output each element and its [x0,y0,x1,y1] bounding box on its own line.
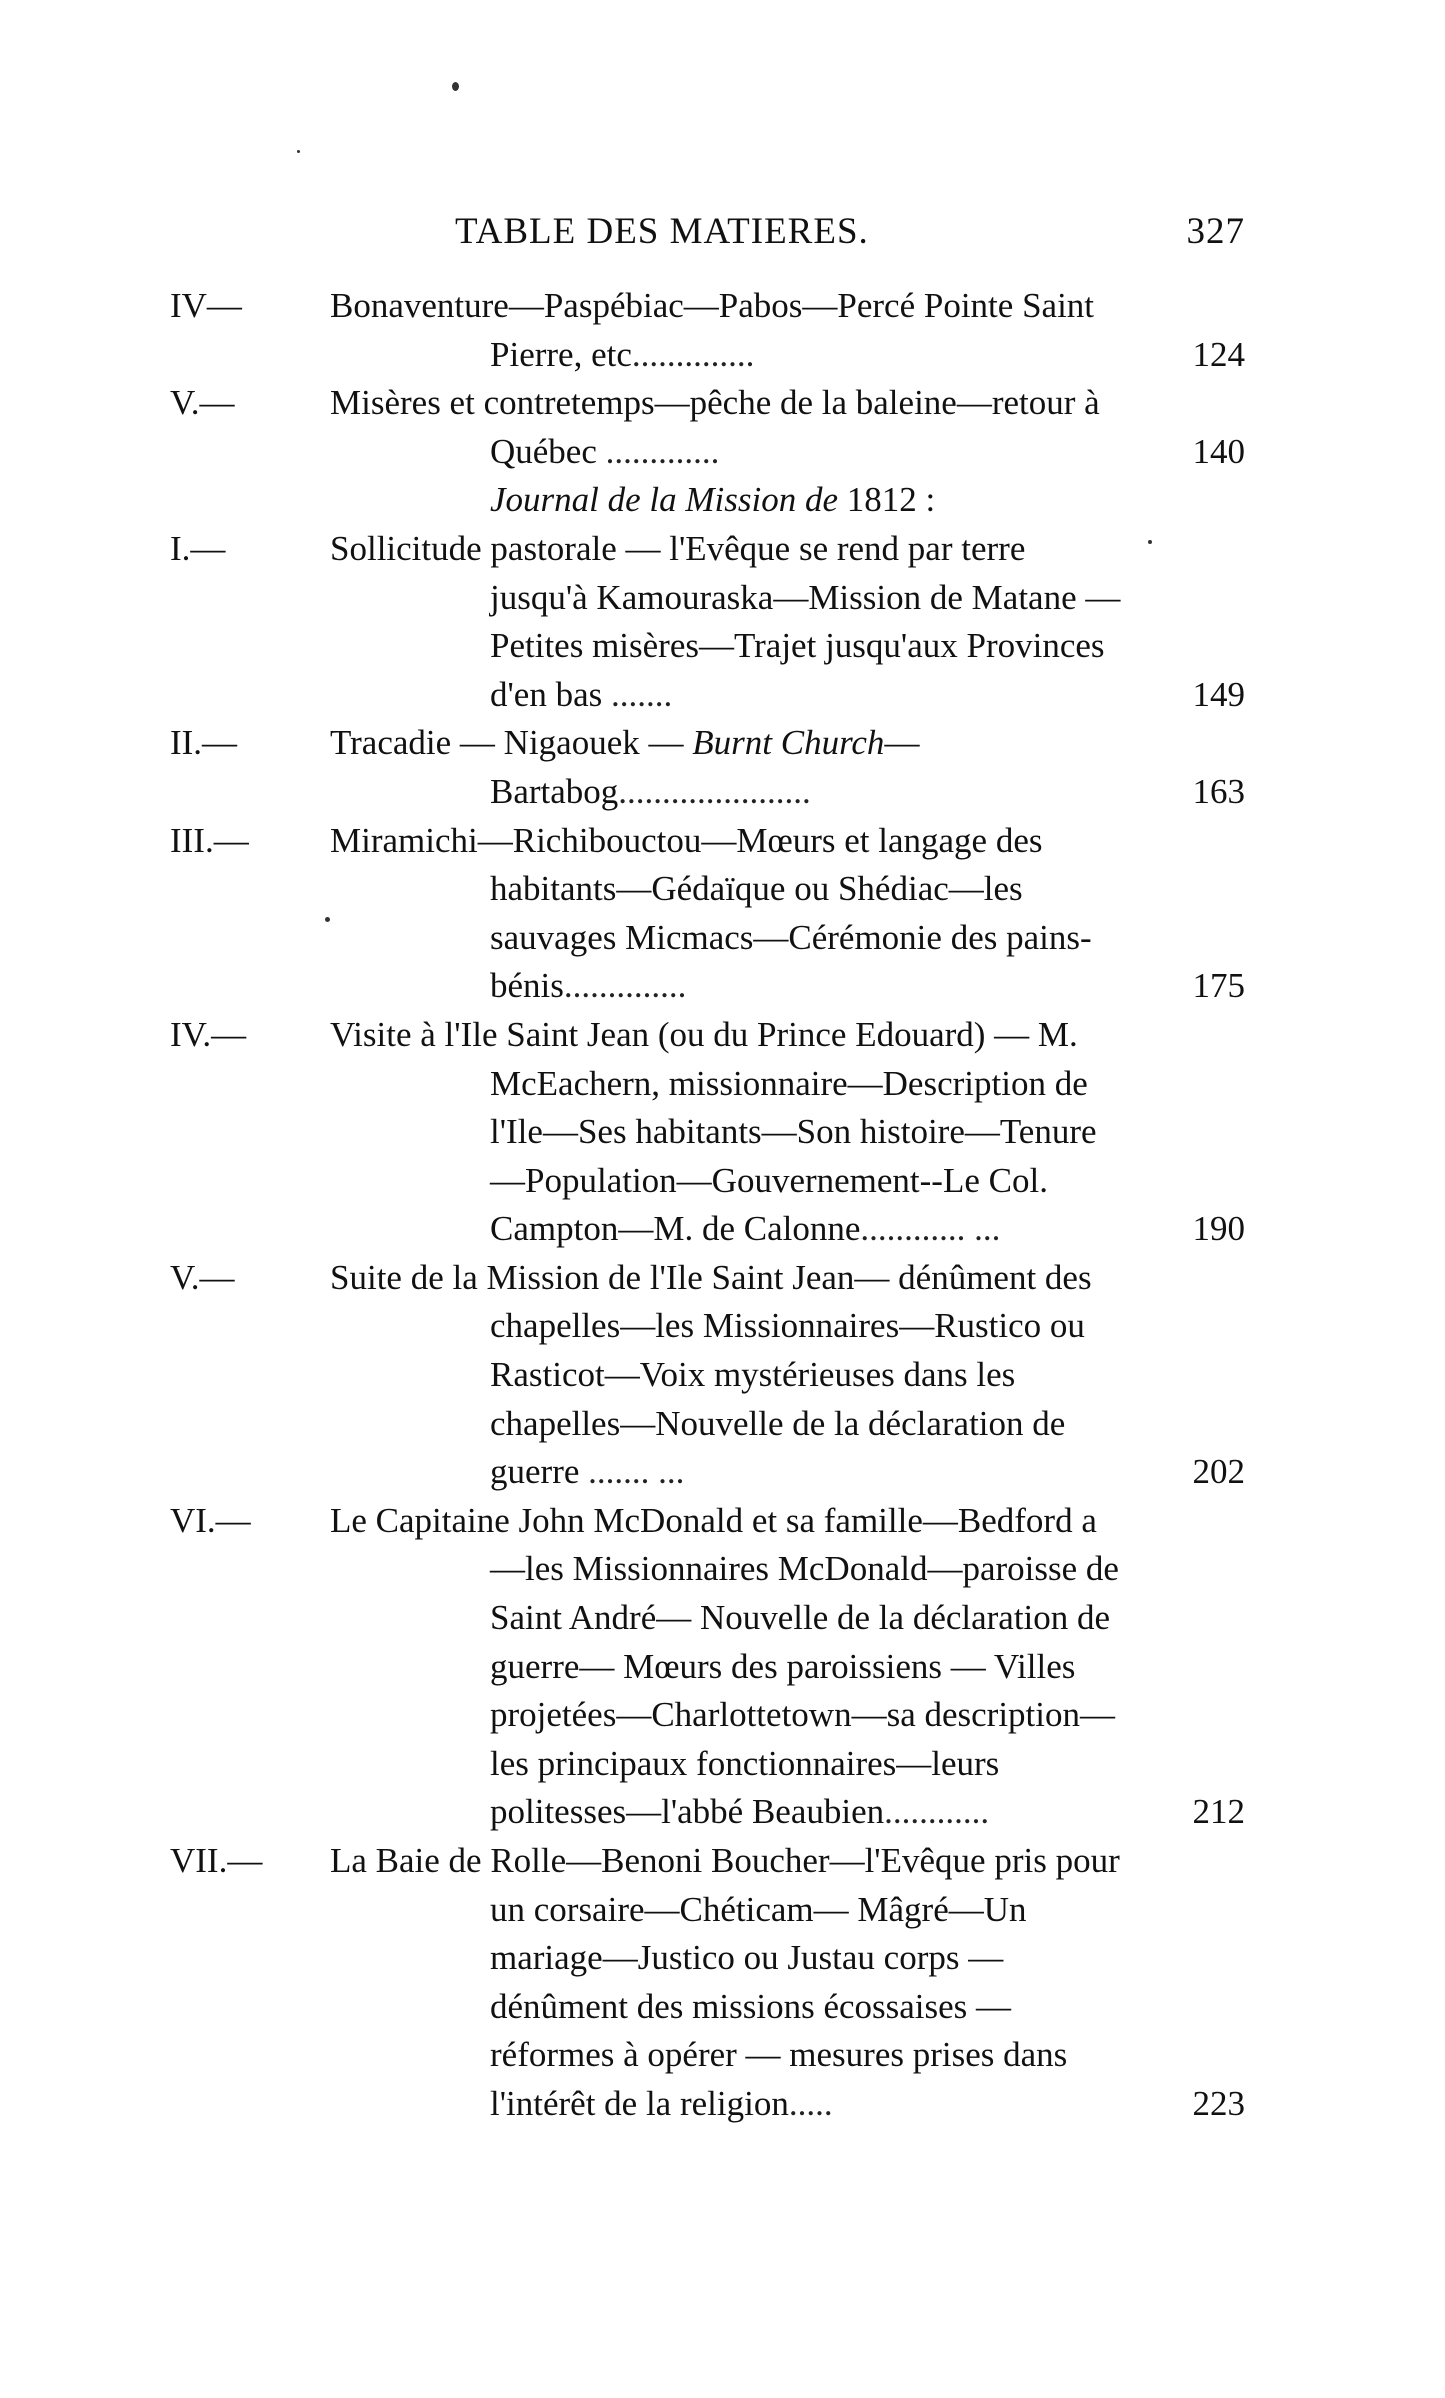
page-reference: 212 [1192,1792,1245,1832]
leader-dots: ....... ... [579,1452,685,1492]
chapter-text: Miramichi—Richibouctou—Mœurs et langage des habitants—Gédaïque ou Shédiac—les sauvages Micmacs—Cérémonie des pains-bénis [330,820,1092,1006]
chapter-text: Sollicitude pastorale — l'Evêque se rend par terre jusqu'à Kamouraska—Mission de Matane — Petites misères—Trajet jusqu'aux Provinces d'en bas [330,528,1121,714]
toc-entry: V.— Suite de la Mission de l'Ile Saint Jean— dénûment des chapelles—les Missionnaires—Rustico ou Rasticot—Voix mystérieuses dans les chapelles—Nouvelle de la déclaration de guerre ....... ... 202 [330,1254,1245,1497]
page-reference: 163 [1192,771,1245,811]
page-title: TABLE DES MATIERES. [455,211,869,252]
subheading-text: Journal de la Mission de [490,480,839,520]
toc-entry: I.— Sollicitude pastorale — l'Evêque se rend par terre jusqu'à Kamouraska—Mission de Matane — Petites misères—Trajet jusqu'aux Provinces d'en bas ....... 149 [330,525,1245,719]
page-number: 327 [1186,211,1245,252]
chapter-text: —Bartabog [490,723,920,811]
leader-dots: .............. [563,966,687,1006]
leader-dots: .............. [631,334,755,374]
page-reference: 190 [1192,1209,1245,1249]
ink-speck [452,82,459,91]
chapter-text: Bonaventure—Paspébiac—Pabos—Percé Pointe Saint Pierre, etc [330,286,1095,374]
page-reference: 202 [1192,1452,1245,1492]
chapter-text: Le Capitaine John McDonald et sa famille—Bedford a —les Missionnaires McDonald—paroisse de Saint André— Nouvelle de la déclaration de guerre— Mœurs des paroissiens — Villes projetées—Charlottetown—sa description— les principaux fonctionnaires—leurs politesses—l'abbé Beaubien [330,1500,1119,1832]
ink-speck [297,150,300,153]
chapter-text: Misères et contretemps—pêche de la baleine—retour à Québec [330,383,1100,471]
leader-dots: ............. [596,431,720,471]
chapter-text: La Baie de Rolle—Benoni Boucher—l'Evêque pris pour un corsaire—Chéticam— Mâgré—Un mariage—Justico ou Justau corps —dénûment des missions écossaises — réformes à opérer — mesures prises dans l'intérêt de la religion [330,1841,1120,2123]
toc-entry: VI.— Le Capitaine John McDonald et sa famille—Bedford a —les Missionnaires McDonald—paroisse de Saint André— Nouvelle de la déclaration de guerre— Mœurs des paroissiens — Villes projetées—Charlottetown—sa description— les principaux fonctionnaires—leurs politesses—l'abbé Beaubien............ 212 [330,1497,1245,1837]
page-reference: 140 [1192,431,1245,471]
leader-dots: ....... [602,674,673,714]
leader-dots: ...................... [618,771,811,811]
toc-entry: II.— Tracadie — Nigaouek — Burnt Church—Bartabog...................... 163 [330,719,1245,816]
table-of-contents [170,282,1245,2129]
leader-dots: ............ [884,1792,990,1832]
page-reference: 124 [1192,334,1245,374]
toc-entry: IV— Bonaventure—Paspébiac—Pabos—Percé Pointe Saint Pierre, etc.............. 124 [330,282,1245,379]
chapter-text: Visite à l'Ile Saint Jean (ou du Prince Edouard) — M. McEachern, missionnaire—Description de l'Ile—Ses habitants—Son histoire—Tenure—Population—Gouvernement--Le Col. Campton—M. de Calonne [330,1014,1097,1249]
page-reference: 223 [1192,2083,1245,2123]
toc-entry: V.— Misères et contretemps—pêche de la baleine—retour à Québec ............. 140 [330,379,1245,476]
page-reference: 149 [1192,674,1245,714]
chapter-text-italic: Burnt Church [692,723,885,763]
toc-entry: VII.— La Baie de Rolle—Benoni Boucher—l'Evêque pris pour un corsaire—Chéticam— Mâgré—Un mariage—Justico ou Justau corps —dénûment des missions écossaises — réformes à opérer — mesures prises dans l'intérêt de la religion..... 223 [330,1837,1245,2129]
running-head [330,210,1245,260]
leader-dots: ............ ... [860,1209,1001,1249]
toc-entry: III.— Miramichi—Richibouctou—Mœurs et langage des habitants—Gédaïque ou Shédiac—les sauvages Micmacs—Cérémonie des pains-bénis.............. 175 [330,817,1245,1011]
leader-dots: ..... [788,2083,833,2123]
chapter-text: Suite de la Mission de l'Ile Saint Jean— dénûment des chapelles—les Missionnaires—Rustico ou Rasticot—Voix mystérieuses dans les chapelles—Nouvelle de la déclaration de guerre [330,1257,1092,1492]
toc-entry: IV.— Visite à l'Ile Saint Jean (ou du Prince Edouard) — M. McEachern, missionnaire—Description de l'Ile—Ses habitants—Son histoire—Tenure—Population—Gouvernement--Le Col. Campton—M. de Calonne............ ... 190 [330,1011,1245,1254]
section-subheading [330,476,1245,525]
chapter-text: Tracadie — Nigaouek — [330,723,693,763]
page-reference: 175 [1192,966,1245,1006]
subheading-year: 1812 : [846,480,936,520]
